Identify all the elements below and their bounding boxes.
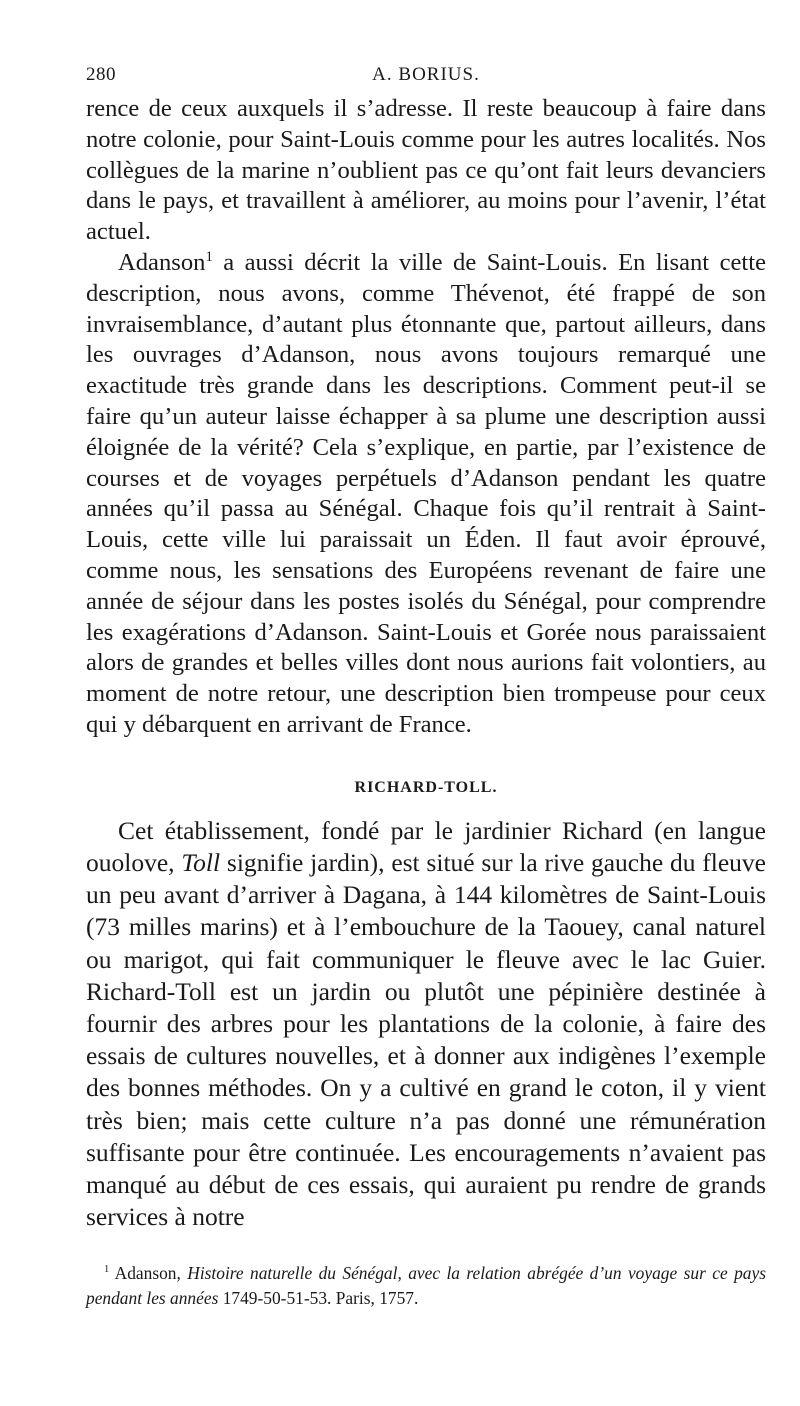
footnote-reference: 1 xyxy=(205,248,213,265)
section-heading: RICHARD-TOLL. xyxy=(354,778,498,796)
footnote-title: Histoire naturelle du Sénégal, avec la relation abrégée d’un voyage sur ce pays pendant les années xyxy=(86,1263,766,1309)
main-text xyxy=(86,94,766,741)
running-head xyxy=(86,64,766,94)
paragraph-lead: Adanson xyxy=(118,248,206,276)
section-text-rest: signifie jardin), est situé sur la rive gauche du fleuve un peu avant d’arriver à Dagana, à 144 kilomètres de Saint-Louis (73 milles marins) et à l’embouchure de la Taouey, canal naturel ou marigot, qui fait communiquer le fleuve avec le lac Guier. Richard-Toll est un jardin ou plutôt une pépinière destinée à fournir des arbres pour les plantations de la colonie, à faire des essais de cultures nouvelles, et à donner aux indigènes l’exemple des bonnes méthodes. On y a cultivé en grand le coton, il y vient très bien; mais cette culture n’a pas donné une rémunération suffisante pour être continuée. Les encouragements n’avaient pas manqué au début de ces essais, qui auraient pu rendre de grands services à notre xyxy=(86,847,766,1232)
section-text xyxy=(86,815,766,1234)
page-number: 280 xyxy=(86,64,116,85)
footnote xyxy=(86,1261,766,1311)
paragraph-adanson xyxy=(86,248,766,741)
paragraph-adanson-text: a aussi décrit la ville de Saint-Louis. En lisant cette description, nous avons, comme Thévenot, été frappé de son invraisemblance, d’autant plus étonnante que, partout ailleurs, dans les ouvrages d’Adanson, nous avons toujours remarqué une exactitude très grande dans les descriptions. Comment peut-il se faire qu’un auteur laisse échapper à sa plume une description aussi éloignée de la vérité? Cela s’explique, en partie, par l’existence de courses et de voyages perpétuels d’Adanson pendant les quatre années qu’il passa au Sénégal. Chaque fois qu’il rentrait à Saint-Louis, cette ville lui paraissait un Éden. Il faut avoir éprouvé, comme nous, les sensations des Européens revenant de faire une année de séjour dans les postes isolés du Sénégal, pour comprendre les exagérations d’Adanson. Saint-Louis et Gorée nous paraissaient alors de grandes et belles villes dont nous aurions fait volontiers, au moment de notre retour, une description bien trompeuse pour ceux qui y débarquent en arrivant de France. xyxy=(86,248,766,738)
footnote-marker: 1 xyxy=(104,1264,110,1276)
book-page xyxy=(86,64,766,1311)
section-text-start: Cet établissement, fondé par le jardinier Richard (en langue ouolove, xyxy=(86,815,766,877)
footnote-details: 1749-50-51-53. Paris, 1757. xyxy=(218,1288,419,1309)
paragraph-richard-toll xyxy=(86,815,766,1234)
paragraph-continuation: rence de ceux auxquels il s’adresse. Il reste beaucoup à faire dans notre colonie, pour Saint-Louis comme pour les autres localités. Nos collègues de la marine n’oublient pas ce qu’ont fait leurs devanciers dans le pays, et travaillent à améliorer, au moins pour l’avenir, l’état actuel. xyxy=(86,95,766,246)
footnote-author: Adanson, xyxy=(109,1263,188,1284)
running-title: A. BORIUS. xyxy=(372,64,480,85)
italic-term: Toll xyxy=(181,847,221,877)
